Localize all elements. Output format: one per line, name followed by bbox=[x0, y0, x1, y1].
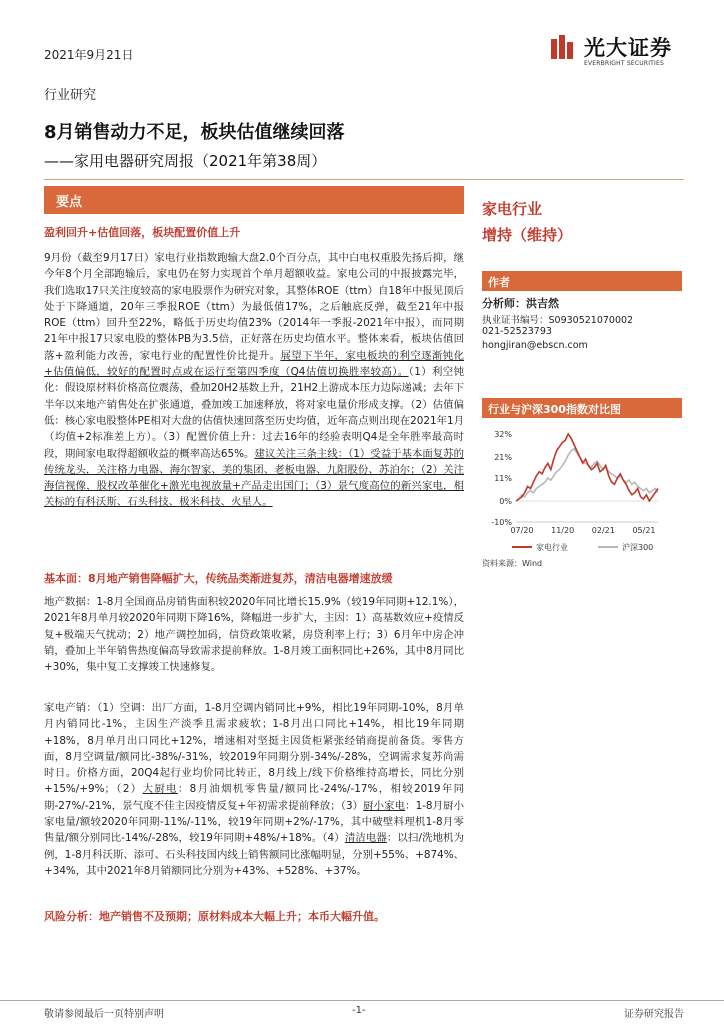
x-tick-label: 05/21 bbox=[632, 526, 656, 535]
footer-report-type: 证券研究报告 bbox=[624, 1009, 684, 1020]
section1-paragraph bbox=[44, 250, 464, 511]
section1-underline-1: 展望下半年，家电板块的利空逐渐钝化+估值偏低，较好的配置时点或在运行至第四季度（Q4估值切换胜率较高）。 bbox=[44, 349, 464, 379]
risk-analysis: 风险分析：地产销售不及预期；原材料成本大幅上升；本币大幅升值。 bbox=[44, 910, 385, 923]
logo-text: 光大证券 bbox=[584, 36, 672, 60]
license-number: 执业证书编号：S0930521070002 bbox=[482, 315, 634, 326]
y-tick-label: 21% bbox=[494, 453, 512, 463]
author-header: 作者 bbox=[488, 276, 510, 289]
footer-divider bbox=[0, 1000, 724, 1001]
page-number: -1- bbox=[352, 1005, 366, 1016]
section1-heading: 盈利回升+估值回落，板块配置价值上升 bbox=[44, 226, 241, 239]
section1-underline-2: 建议关注三条主线：（1）受益于基本面复苏的传统龙头，关注格力电器、海尔智家、美的集团、老板电器、九阳股份、苏泊尔；（2）关注海信视像，股权改革催化+激光电视放量+产品走出国门；（3）景气度高位的新兴家电，相关标的有科沃斯、石头科技、极米科技、火星人。 bbox=[44, 447, 464, 509]
chart-header-bar bbox=[482, 398, 682, 418]
appliance-paragraph bbox=[44, 700, 464, 879]
y-tick-label: 0% bbox=[499, 497, 512, 507]
series-line-industry bbox=[516, 434, 658, 501]
header-divider bbox=[44, 179, 684, 180]
kitchen-appliance-label: 大厨电 bbox=[142, 783, 178, 796]
everbright-logo-icon bbox=[548, 33, 578, 63]
appliance-text-1: 家电产销：（1）空调：出厂方面，1-8月空调内销同比+9%，相比19年同期-10%，8月单月内销同比-1%，主因生产淡季且需求疲软；1-8月出口同比+14%，相比19年同期+18%，8月单月出口同比+12%，增速相对坚挺主因货柜紧张经销商提前备货。零售方面，8月空调量/额同比-38%/-31%，较2019年同期分别-34%/-28%，空调需求复苏尚需时日。价格方面，20Q4起行业均价同比转正，8月线上/线下价格维持高增长，同比分别+15%/+9%；（2） bbox=[44, 702, 464, 796]
legend-label: 沪深300 bbox=[622, 543, 654, 552]
section1-text-2: （1）利空钝化：假设原材料价格高位震荡，叠加20H2基数上升，21H2上游成本压力边际递减；去年下半年以来地产销售处在扩张通道，叠加竣工加速释放，将对家电量价形成支撑。（2）估值偏低：核心家电股整体PE相对大盘的估值快速回落至历史均值，近年高点则出现在2021年1月（均值+2标准差上方）。（3）配置价值上升：过去16年的经验表明Q4是全年胜率最高时段，期间家电取得超额收益的概率高达65%。 bbox=[44, 366, 464, 460]
industry-label: 家电行业 bbox=[482, 200, 543, 218]
section2-heading: 基本面：8月地产销售降幅扩大，传统品类渐进复苏，清洁电器增速放缓 bbox=[44, 572, 393, 585]
logo bbox=[548, 30, 688, 74]
appliance-text-2: ：8月油烟机零售量/额同比-24%/-17%，相较2019年同期-27%/-21%，景气度不佳主因疫情反复+年初需求提前释放；（3） bbox=[44, 783, 464, 812]
real-estate-paragraph bbox=[44, 594, 464, 675]
key-points-band bbox=[44, 186, 464, 214]
real-estate-text: 地产数据：1-8月全国商品房销售面积较2020年同比增长15.9%（较19年同期+12.1%），2021年8月单月较2020年同期下降16%，降幅进一步扩大，主因：1）高基数效应+疫情反复+极端天气扰动；2）地产调控加码，信贷政策收紧，房贷利率上行；3）6月年中房企冲销，叠加上半年销售热度偏高导致需求提前释放。1-8月竣工面积同比+26%，其中8月同比+30%，集中复工支撑竣工快速修复。 bbox=[44, 596, 465, 674]
report-category: 行业研究 bbox=[44, 88, 97, 103]
small-appliance-label: 厨小家电 bbox=[363, 799, 406, 812]
x-tick-label: 11/20 bbox=[551, 526, 575, 535]
x-tick-label: 07/20 bbox=[510, 526, 534, 535]
report-title: 8月销售动力不足，板块估值继续回落 bbox=[44, 122, 345, 143]
y-tick-label: 11% bbox=[494, 474, 512, 483]
author-header-bar bbox=[482, 271, 682, 291]
appliance-text-3: ：1-8月厨小家电量/额较2020年同期-11%/-11%，较19年同期+2%/-17%，其中破壁料理机1-8月零售量/额分别同比-14%/-28%，较19年同期+48%/+18%。（4） bbox=[44, 799, 464, 845]
y-tick-label: -10% bbox=[491, 518, 512, 527]
x-tick-label: 02/21 bbox=[591, 526, 615, 535]
legend-label: 家电行业 bbox=[536, 543, 568, 552]
chart-header: 行业与沪深300指数对比图 bbox=[488, 403, 621, 416]
footer-disclaimer[interactable]: 敬请参阅最后一页特别声明 bbox=[44, 1009, 164, 1020]
cleaning-appliance-label: 清洁电器 bbox=[344, 832, 387, 845]
appliance-text-4: ：以扫/洗地机为例，1-8月科沃斯、添可、石头科技国内线上销售额同比涨幅明显，分别+55%、+874%、+34%，其中2021年8月销额同比分别为+43%、+528%、+37%。 bbox=[44, 832, 465, 877]
phone-number: 021-52523793 bbox=[482, 326, 552, 337]
section1-text-1: 9月份（截至9月17日）家电行业指数跑输大盘2.0个百分点，其中白电权重股先扬后抑，继今年8个月全部跑输后，家电仍在努力实现首个单月超额收益。家电公司的中报披露完毕，我们选取17只关注度较高的家电股票作为研究对象，其整体ROE（ttm）自18年中报见顶后处于下降通道，20年三季报ROE（ttm）为最低值17%，之后触底反弹，截至21年中报ROE（ttm）回升至22%，略低于历史均值23%（2014年一季报-2021年中报），而同期21年中报17只家电股的整体PB为3.5倍，正好落在历史均值水平。整体来看，板块估值回落+盈利能力改善，家电行业的配置性价比提升。 bbox=[44, 252, 464, 362]
key-points-label: 要点 bbox=[56, 195, 83, 210]
report-date: 2021年9月21日 bbox=[44, 48, 134, 62]
logo-english-text: EVERBRIGHT SECURITIES bbox=[584, 60, 664, 67]
comparison-chart bbox=[482, 424, 682, 564]
y-tick-label: 32% bbox=[494, 430, 512, 439]
rating-label: 增持（维持） bbox=[482, 226, 573, 244]
analyst-name: 分析师：洪吉然 bbox=[482, 297, 559, 310]
report-subtitle: ——家用电器研究周报（2021年第38周） bbox=[44, 152, 327, 170]
chart-source: 资料来源：Wind bbox=[482, 559, 543, 568]
email-address[interactable]: hongjiran@ebscn.com bbox=[482, 340, 588, 351]
